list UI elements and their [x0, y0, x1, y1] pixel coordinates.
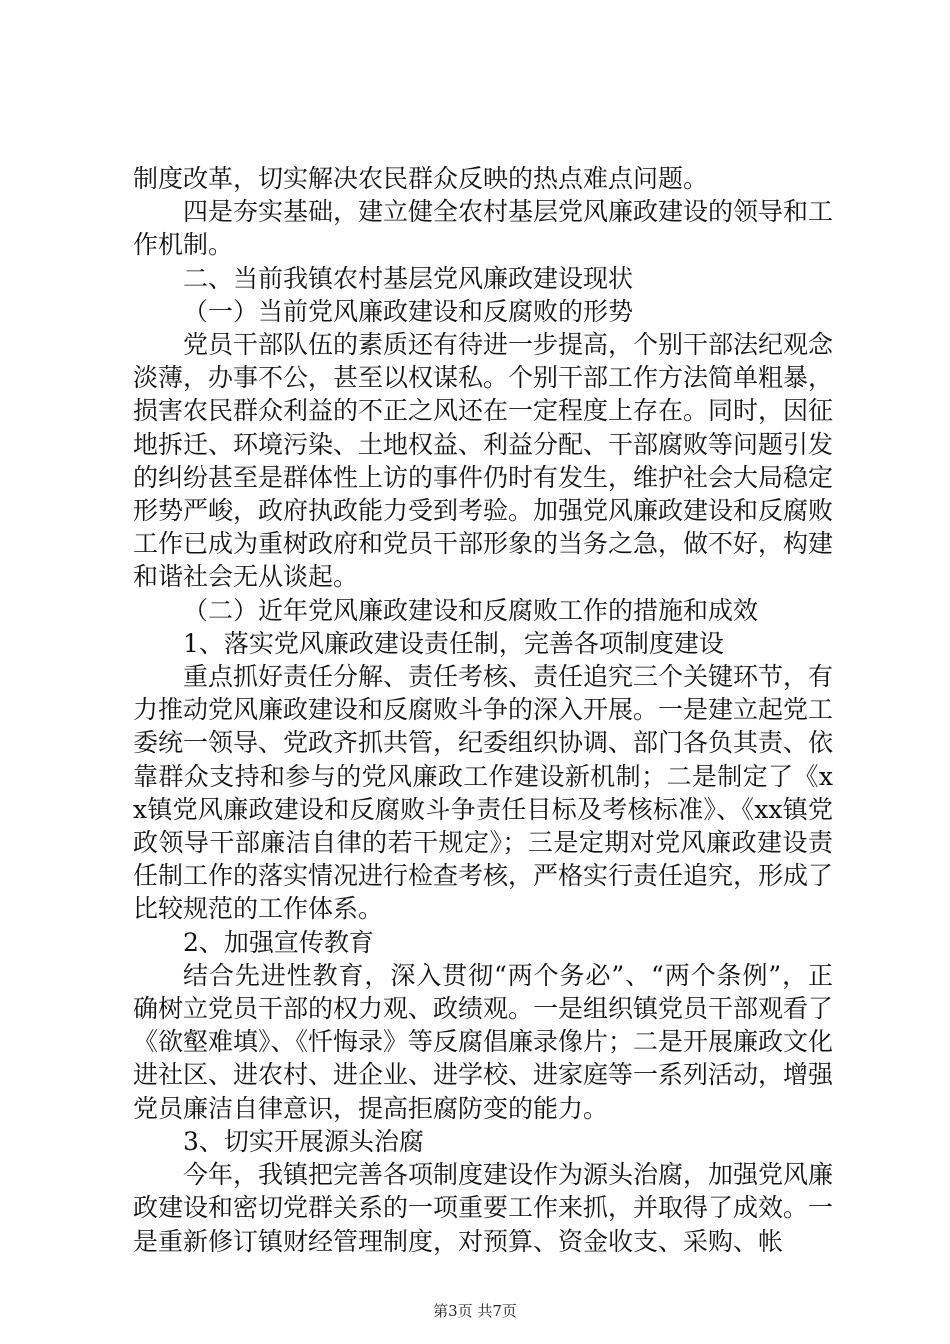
paragraph-point-four: 四是夯实基础，建立健全农村基层党风廉政建设的领导和工作机制。 — [133, 197, 834, 260]
item-heading-3: 3、切实开展源头治腐 — [183, 1126, 424, 1156]
paragraph-continuation: 制度改革，切实解决农民群众反映的热点难点问题。 — [133, 164, 709, 193]
subsection-heading-2: （二）近年党风廉政建设和反腐败工作的措施和成效 — [183, 595, 759, 625]
paragraph-source-governance: 今年，我镇把完善各项制度建设作为源头治腐，加强党风廉政建设和密切党群关系的一项重要工作来抓，并取得了成效。一是重新修订镇财经管理制度，对预算、资金收支、采购、帐 — [133, 1160, 834, 1256]
page-footer — [0, 1300, 950, 1321]
document-body — [133, 162, 833, 1258]
paragraph-education: 结合先进性教育，深入贯彻“两个务必”、“两个条例”，正确树立党员干部的权力观、政绩观。一是组织镇党员干部观看了《欲壑难填》、《忏悔录》等反腐倡廉录像片；二是开展廉政文化进社区、进农村、进企业、进学校、进家庭等一系列活动，增强党员廉洁自律意识，提高拒腐防变的能力。 — [133, 960, 834, 1123]
section-heading-2: 二、当前我镇农村基层党风廉政建设现状 — [183, 263, 634, 293]
page-number-label: 第3页 共7页 — [433, 1302, 517, 1320]
subsection-heading-1: （一）当前党风廉政建设和反腐败的形势 — [183, 296, 634, 326]
paragraph-responsibility: 重点抓好责任分解、责任考核、责任追究三个关键环节，有力推动党风廉政建设和反腐败斗争的深入开展。一是建立起党工委统一领导、党政齐抓共管，纪委组织协调、部门各负其责、依靠群众支持和参与的党风廉政工作建设新机制；二是制定了《xx镇党风廉政建设和反腐败斗争责任目标及考核标准》、《xx镇党政领导干部廉洁自律的若干规定》；三是定期对党风廉政建设责任制工作的落实情况进行检查考核，严格实行责任追究，形成了比较规范的工作体系。 — [133, 662, 834, 924]
paragraph-situation: 党员干部队伍的素质还有待进一步提高，个别干部法纪观念淡薄，办事不公，甚至以权谋私。个别干部工作方法简单粗暴，损害农民群众利益的不正之风还在一定程度上存在。同时，因征地拆迁、环境污染、土地权益、利益分配、干部腐败等问题引发的纠纷甚至是群体性上访的事件仍时有发生，维护社会大局稳定形势严峻，政府执政能力受到考验。加强党风廉政建设和反腐败工作已成为重树政府和党员干部形象的当务之急，做不好，构建和谐社会无从谈起。 — [133, 330, 834, 592]
item-heading-2: 2、加强宣传教育 — [183, 927, 374, 957]
item-heading-1: 1、落实党风廉政建设责任制，完善各项制度建设 — [183, 628, 724, 658]
